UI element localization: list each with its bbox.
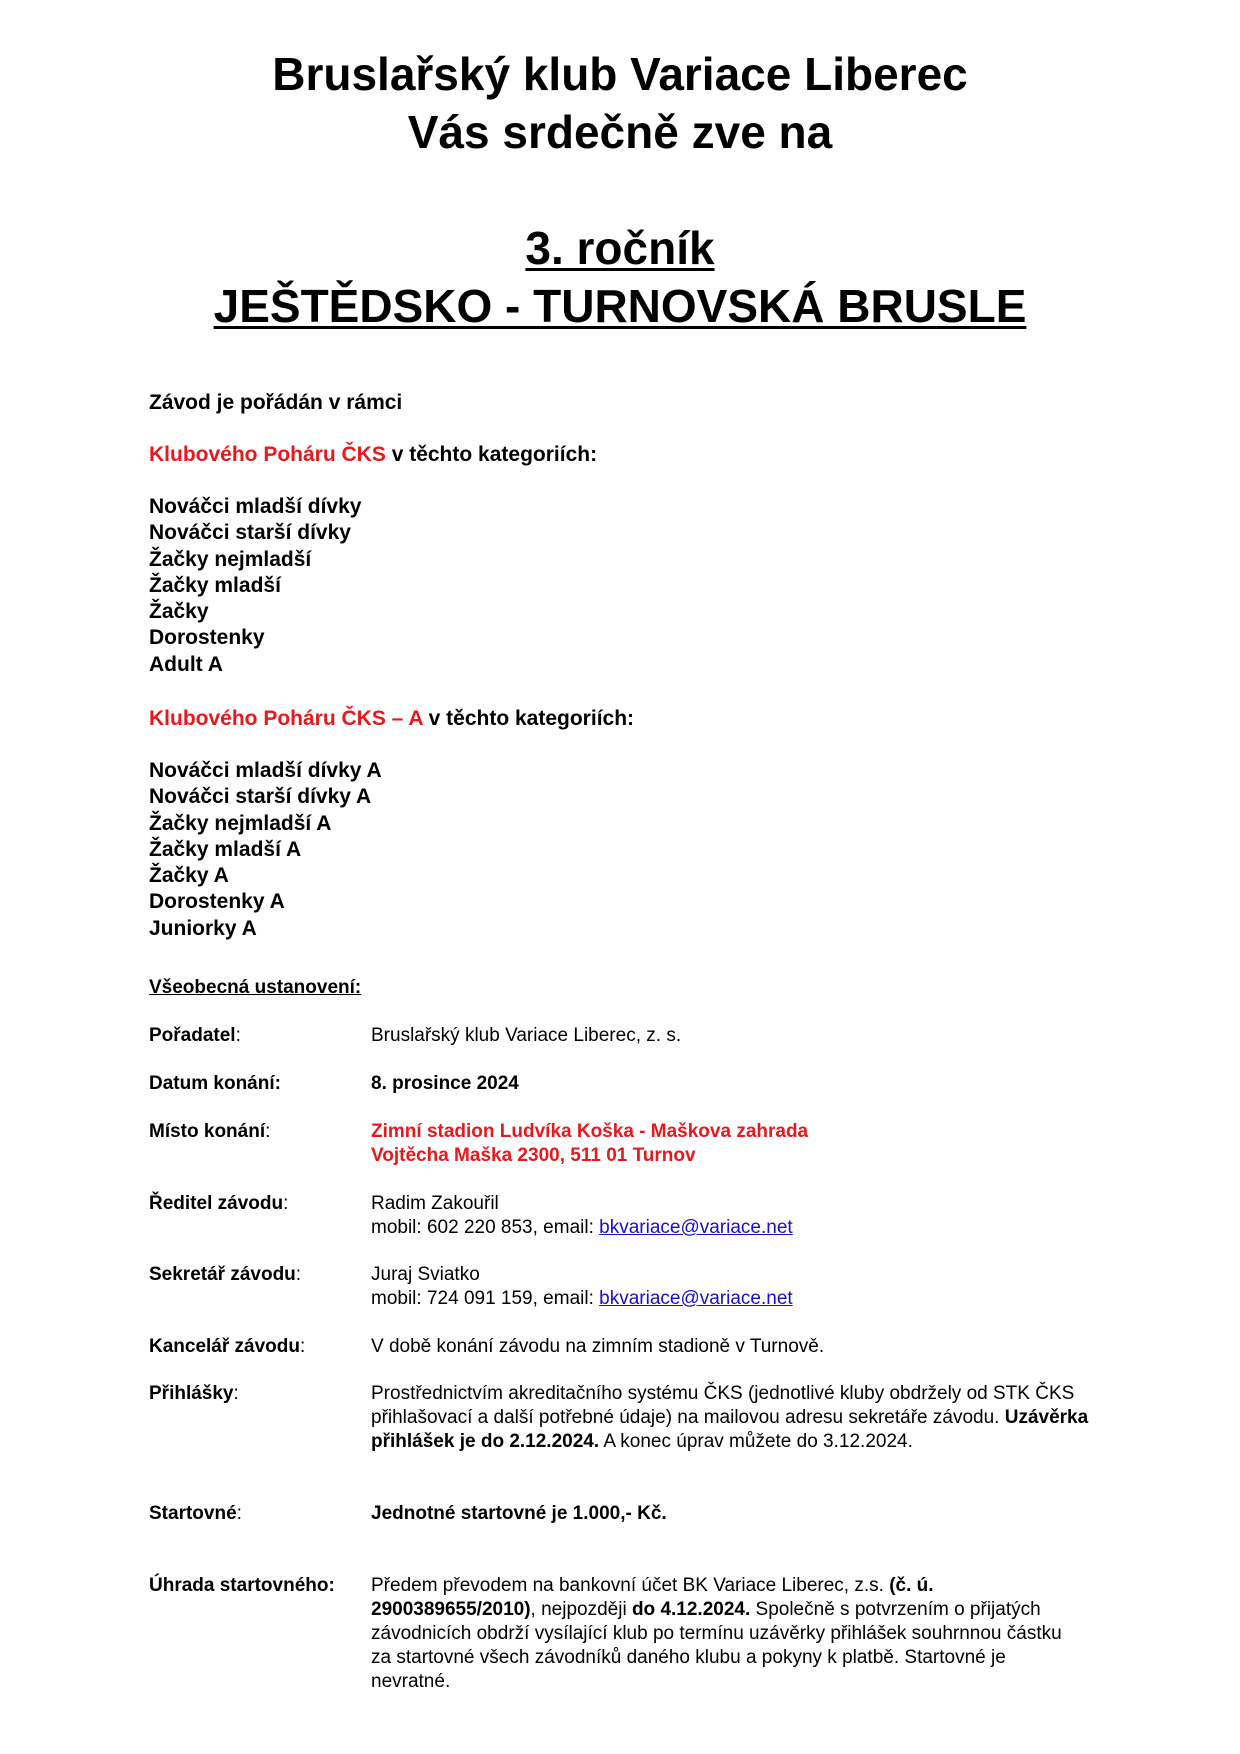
secretary-contact: mobil: 724 091 159, email: bkvariace@variace.net — [371, 1288, 793, 1309]
secretary-email-link[interactable]: bkvariace@variace.net — [599, 1288, 793, 1309]
value-kancelar: V době konání závodu na zimním stadioně v Turnově. — [371, 1336, 825, 1357]
cup1-heading — [149, 442, 597, 468]
label-reditel: Ředitel závodu: — [149, 1193, 289, 1214]
cup2-category-list — [149, 758, 382, 942]
list-item: Žačky — [149, 600, 209, 624]
cup2-suffix: v těchto kategoriích: — [422, 707, 635, 730]
event-title: JEŠTĚDSKO - TURNOVSKÁ BRUSLE — [213, 280, 1027, 332]
director-email-link[interactable]: bkvariace@variace.net — [599, 1217, 793, 1238]
list-item: Dorostenky A — [149, 890, 285, 914]
label-sekretar: Sekretář závodu: — [149, 1264, 302, 1285]
value-uhrada: Předem převodem na bankovní účet BK Variace Liberec, z.s. (č. ú. 2900389655/2010), nejpozději do 4.12.2024. Společně s potvrzením o přijatých závodnicích obdrží vysílající klub po termínu uzávěrky přihlášek souhrnnou částku za startovné všech závodníků daného klubu a pokyny k platbě. Startovné je nevratné. — [371, 1575, 1062, 1692]
list-item: Žačky mladší — [149, 573, 281, 597]
label-startovne: Startovné: — [149, 1503, 242, 1524]
list-item: Nováčci starší dívky A — [149, 785, 372, 809]
value-sekretar — [371, 1263, 1111, 1311]
edition-heading: 3. ročník — [525, 222, 715, 274]
section-title: Všeobecná ustanovení: — [149, 977, 362, 998]
list-item: Žačky mladší A — [149, 837, 302, 861]
value-startovne: Jednotné startovné je 1.000,- Kč. — [371, 1503, 667, 1524]
club-heading: Bruslařský klub Variace Liberec — [272, 48, 968, 100]
director-name: Radim Zakouřil — [371, 1193, 499, 1214]
label-prihlasky: Přihlášky: — [149, 1383, 239, 1404]
label-kancelar: Kancelář závodu: — [149, 1336, 306, 1357]
cup1-name: Klubového Poháru ČKS — [149, 443, 386, 466]
list-item: Adult A — [149, 652, 223, 676]
label-datum: Datum konání: — [149, 1073, 281, 1094]
label-misto: Místo konání: — [149, 1121, 271, 1142]
value-reditel — [371, 1192, 1111, 1240]
venue-name: Zimní stadion Ludvíka Koška - Maškova zahrada — [371, 1121, 809, 1142]
secretary-name: Juraj Sviatko — [371, 1264, 480, 1285]
list-item: Nováčci starší dívky — [149, 521, 351, 545]
value-datum: 8. prosince 2024 — [371, 1073, 519, 1094]
director-contact: mobil: 602 220 853, email: bkvariace@variace.net — [371, 1217, 793, 1238]
value-poradatel: Bruslařský klub Variace Liberec, z. s. — [371, 1025, 682, 1046]
label-poradatel: Pořadatel: — [149, 1025, 241, 1046]
invite-heading: Vás srdečně zve na — [407, 106, 833, 158]
value-prihlasky: Prostřednictvím akreditačního systému ČKS (jednotlivé kluby obdržely od STK ČKS přihlašovací a další potřebné údaje) na mailovou adresu sekretáře závodu. Uzávěrka přihlášek je do 2.12.2024. A konec úprav můžete do 3.12.2024. — [371, 1383, 1089, 1452]
intro-text: Závod je pořádán v rámci — [149, 391, 403, 414]
list-item: Nováčci mladší dívky — [149, 495, 362, 518]
cup1-category-list — [149, 494, 361, 678]
list-item: Žačky nejmladší — [149, 547, 312, 571]
list-item: Žačky A — [149, 864, 229, 888]
cup2-heading — [149, 706, 634, 732]
list-item: Nováčci mladší dívky A — [149, 759, 382, 782]
list-item: Žačky nejmladší A — [149, 811, 332, 835]
list-item: Juniorky A — [149, 916, 257, 940]
cup1-suffix: v těchto kategoriích: — [385, 443, 598, 466]
cup2-name: Klubového Poháru ČKS – A — [149, 707, 423, 730]
value-misto — [371, 1120, 1111, 1168]
list-item: Dorostenky — [149, 626, 265, 650]
venue-address: Vojtěcha Maška 2300, 511 01 Turnov — [371, 1145, 696, 1166]
label-uhrada: Úhrada startovného: — [149, 1575, 335, 1596]
